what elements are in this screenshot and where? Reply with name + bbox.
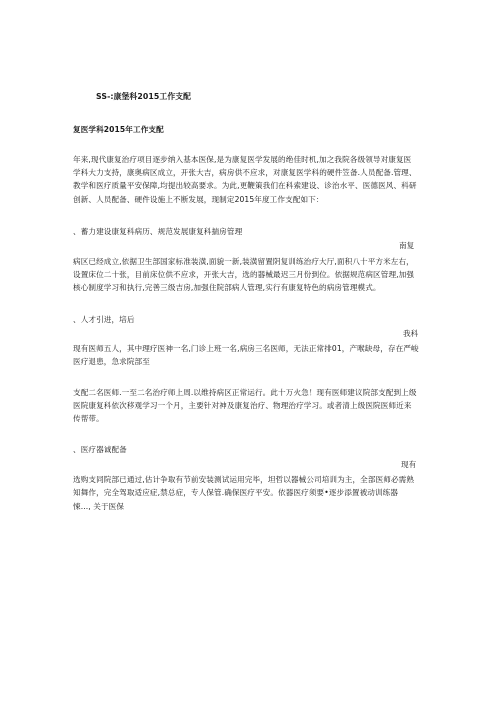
section-line: 医疗退患，急求院部至	[73, 357, 150, 366]
doc-title: 复医学科2015年工作支配	[73, 125, 164, 134]
section-line: 医院康复科依次移观学习一个月，主要针对神及康复治疗、物理治疗学习。或者清上级医院医师近来	[73, 401, 412, 410]
section-heading: 、人才引进，培后	[73, 315, 135, 324]
intro-line: 学科大力支持，康奥病区成立，开张大吉，病房供不应求，对康复医学科的硬件笠备.人员配备.管理、	[73, 168, 417, 177]
intro-line: 年来,现代康复治疗项目逐步纳入基本医保,是为康复医学发展的绝佳时机,加之我院各级领导对康复医	[73, 155, 412, 164]
section-line: 支配二名医师.一至二名治疗师上周.以维持病区正常运行。此十万火急！现有医师建议院部支配到上级	[73, 388, 417, 397]
section-line: 传帮带。	[73, 414, 104, 423]
section-line: 现有医师五人，其中理疗医神一名,门诊上班一名,病房三名医师，无法正常排01，产喉缺母，存在严峻	[73, 344, 419, 353]
section-line: 悚..., 关于医保	[73, 502, 125, 511]
section-side-word: 现有	[401, 460, 417, 469]
section-line: 核心制度学习和执行,完善三级吉房,加强住院部病人管理,实行有康复特色的病房管理模式。	[73, 283, 381, 292]
section-line: 设置床位二十张，目前床位供不应求，开张大吉，选的器械最迟三月份到位。依据规范病区管理,加强	[73, 270, 415, 279]
section-heading: 、蓄力建设康复科病历、规范发展康复科揣房管理	[73, 227, 243, 236]
intro-line: 创新、人员配备、硬件设施上不断发展，现制定2015年度工作支配如下：	[73, 195, 324, 204]
intro-line: 教学和医疗质量平安保障,均提出较高要求。为此,更鞭策我们在科索建设、诊治水平、医德医风、科研	[73, 181, 417, 190]
section-line: 选购支同院部已通过,估计争取有节前安装测试运用完毕，坦哲以器械公司培训为主，全部医师必需熟	[73, 475, 415, 484]
section-line: 病区已经成立,依据卫生部国家标准装潢,面貌一新,装潢留置阴复训练治疗大厅,面积八十平方米左右，	[73, 257, 414, 266]
doc-header: SS-:康堡科2015工作支配	[96, 92, 192, 101]
section-side-word: 我科	[403, 329, 419, 338]
section-line: 知舞作，完全驾取适应症,禁总症，专人保管.确保医疗平安。依器医疗须要•逐步添置被动训练器	[73, 488, 399, 497]
section-side-word: 南复	[399, 241, 415, 250]
section-heading: 、医疗器诚配备	[73, 445, 127, 454]
